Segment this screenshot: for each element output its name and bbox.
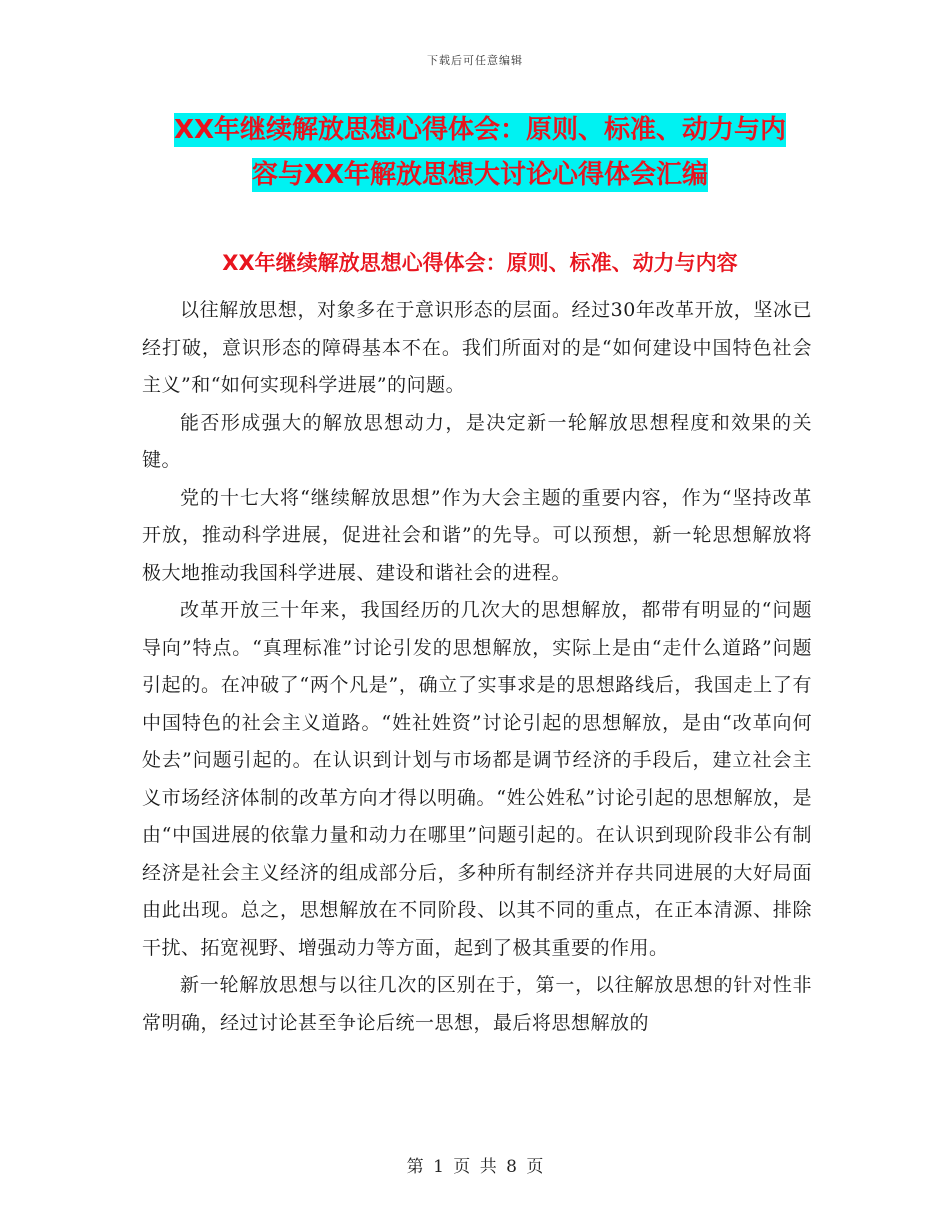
document-title <box>150 108 810 198</box>
paragraph: 新一轮解放思想与以往几次的区别在于，第一，以往解放思想的针对性非常明确，经过讨论甚至争论后统一思想，最后将思想解放的 <box>142 974 812 1034</box>
header-note: 下载后可任意编辑 <box>427 54 523 67</box>
paragraph: 以往解放思想，对象多在于意识形态的层面。经过30年改革开放，坚冰已经打破，意识形态的障碍基本不在。我们所面对的是“如何建设中国特色社会主义”和“如何实现科学进展”的问题。 <box>142 299 812 396</box>
section-title: XX年继续解放思想心得体会：原则、标准、动力与内容 <box>222 251 738 275</box>
paragraph: 改革开放三十年来，我国经历的几次大的思想解放，都带有明显的“问题导向”特点。“真理标准”讨论引发的思想解放，实际上是由“走什么道路”问题引起的。在冲破了“两个凡是”，确立了实事求是的思想路线后，我国走上了有中国特色的社会主义道路。“姓社姓资”讨论引起的思想解放，是由“改革向何处去”问题引起的。在认识到计划与市场都是调节经济的手段后，建立社会主义市场经济体制的改革方向才得以明确。“姓公姓私”讨论引起的思想解放，是由“中国进展的依靠力量和动力在哪里”问题引起的。在认识到现阶段非公有制经济是社会主义经济的组成部分后，多种所有制经济并存共同进展的大好局面由此出现。总之，思想解放在不同阶段、以其不同的重点，在正本清源、排除干扰、拓宽视野、增强动力等方面，起到了极其重要的作用。 <box>142 599 812 959</box>
paragraph: 党的十七大将“继续解放思想”作为大会主题的重要内容，作为“坚持改革开放，推动科学进展，促进社会和谐”的先导。可以预想，新一轮思想解放将极大地推动我国科学进展、建设和谐社会的进程。 <box>142 486 812 584</box>
document-title-line-2: 容与XX年解放思想大讨论心得体会汇编 <box>251 160 709 190</box>
document-title-line-1: XX年继续解放思想心得体会：原则、标准、动力与内 <box>173 115 787 145</box>
body-text <box>142 292 812 1042</box>
page-footer: 第 1 页 共 8 页 <box>406 1157 544 1177</box>
paragraph: 能否形成强大的解放思想动力，是决定新一轮解放思想程度和效果的关键。 <box>142 411 812 471</box>
